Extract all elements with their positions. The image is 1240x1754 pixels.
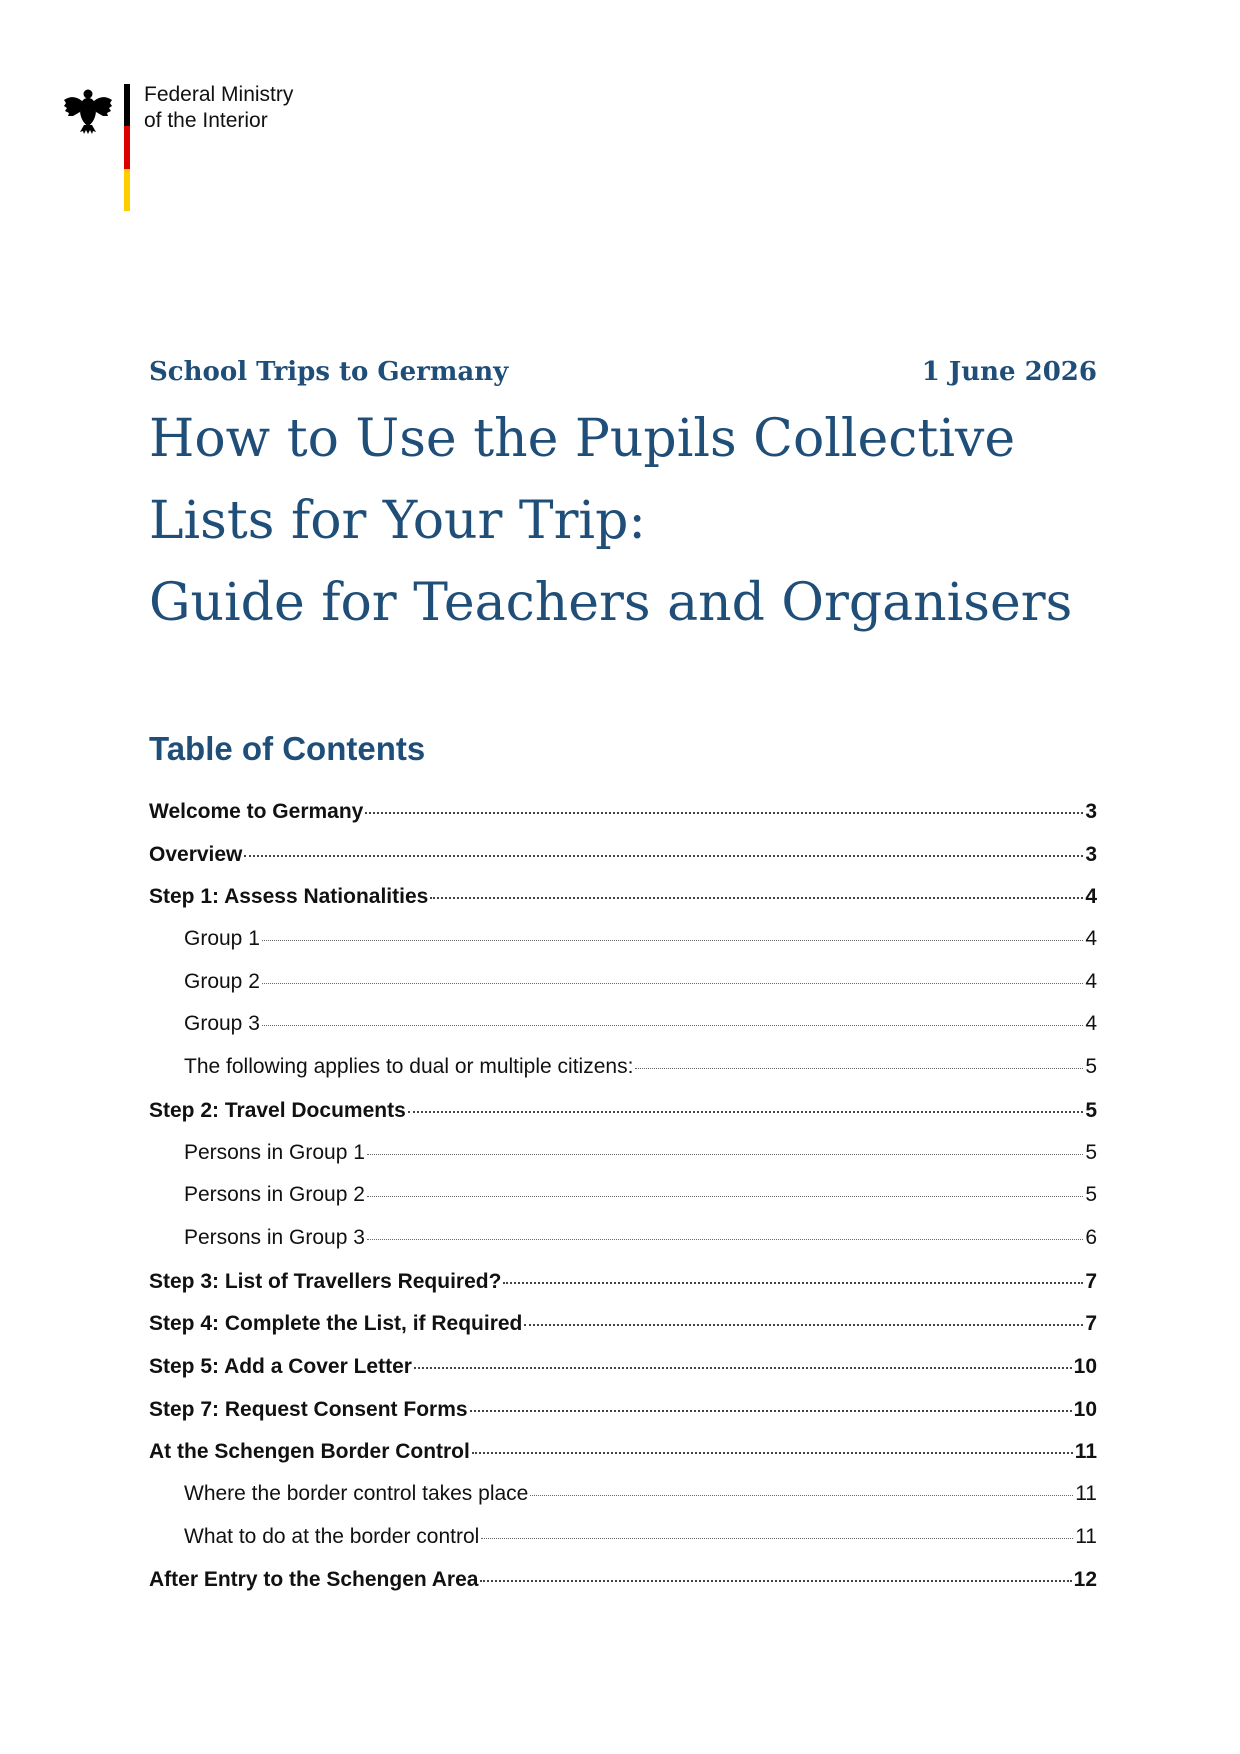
toc-entry[interactable] [149,966,1097,1009]
toc-entry-page: 5 [1085,1055,1097,1079]
toc-leader-dots [262,919,1083,941]
series-title: School Trips to Germany [149,357,509,387]
toc-entry[interactable] [149,880,1097,923]
toc-entry-page: 3 [1085,842,1097,866]
document-date: 1 June 2026 [921,357,1097,387]
toc-leader-dots [472,1431,1073,1454]
toc-entry-page: 5 [1085,1183,1097,1207]
title-line-3: Guide for Teachers and Organisers [149,573,1073,633]
ministry-name [144,82,293,134]
toc-leader-dots [524,1303,1083,1326]
toc-entry[interactable] [149,838,1097,881]
toc-entry-page: 11 [1074,1440,1097,1464]
toc-entry[interactable] [149,1051,1097,1094]
toc-entry[interactable] [149,923,1097,966]
title-line-2: Lists for Your Trip: [149,491,646,551]
toc-entry[interactable] [149,1179,1097,1222]
toc-entry-label: What to do at the border control [184,1524,480,1548]
toc-entry-label: Persons in Group 1 [184,1140,365,1164]
toc-leader-dots [365,791,1083,814]
toc-entry-page: 5 [1085,1098,1097,1122]
document-header [149,357,1097,387]
toc-entry[interactable] [149,1137,1097,1180]
toc-entry-page: 6 [1085,1225,1097,1249]
toc-entry-label: Persons in Group 2 [184,1183,365,1207]
toc-entry[interactable] [149,1393,1097,1436]
toc-entry-page: 5 [1085,1140,1097,1164]
toc-leader-dots [262,962,1083,984]
toc-entry-label: The following applies to dual or multiple citizens: [184,1055,634,1079]
toc-entry-page: 11 [1075,1482,1097,1505]
toc-entry-page: 12 [1073,1568,1097,1592]
german-flag-bar [124,84,130,211]
toc-entry[interactable] [149,1478,1097,1521]
toc-entry[interactable] [149,1307,1097,1350]
toc-leader-dots [367,1218,1083,1240]
toc-entry-page: 7 [1085,1312,1097,1336]
toc-entry-label: Group 3 [184,1012,260,1036]
toc-entry-label: Welcome to Germany [149,800,364,823]
table-of-contents [149,795,1097,1606]
toc-leader-dots [481,1517,1073,1539]
toc-leader-dots [367,1175,1083,1197]
toc-entry-label: Step 4: Complete the List, if Required [149,1312,523,1336]
toc-entry[interactable] [149,1563,1097,1606]
toc-leader-dots [367,1133,1083,1155]
toc-entry-label: At the Schengen Border Control [149,1440,470,1464]
toc-entry-label: After Entry to the Schengen Area [149,1568,479,1592]
toc-leader-dots [430,876,1083,899]
ministry-line-2: of the Interior [144,109,268,132]
toc-leader-dots [414,1346,1072,1369]
toc-entry-page: 10 [1073,1354,1097,1378]
flag-stripe-red [124,126,130,168]
toc-entry[interactable] [149,1435,1097,1478]
toc-entry[interactable] [149,1350,1097,1393]
toc-entry-label: Step 2: Travel Documents [149,1098,406,1122]
toc-entry[interactable] [149,1222,1097,1265]
toc-entry-page: 7 [1085,1269,1097,1293]
toc-entry-page: 4 [1085,1012,1097,1036]
toc-entry-page: 4 [1085,969,1097,993]
toc-entry-page: 10 [1073,1397,1097,1421]
toc-entry[interactable] [149,1521,1097,1564]
toc-leader-dots [262,1004,1083,1026]
eagle-emblem-icon [62,84,114,136]
flag-stripe-black [124,84,130,126]
toc-heading: Table of Contents [149,730,426,767]
toc-entry-label: Where the border control takes place [184,1482,529,1505]
toc-entry-page: 11 [1075,1524,1097,1548]
toc-leader-dots [635,1047,1083,1069]
toc-leader-dots [530,1474,1073,1496]
toc-leader-dots [408,1090,1084,1113]
toc-entry-page: 4 [1085,927,1097,951]
toc-entry[interactable] [149,1008,1097,1051]
toc-leader-dots [244,834,1083,857]
toc-entry[interactable] [149,1094,1097,1137]
toc-leader-dots [470,1389,1072,1412]
title-line-1: How to Use the Pupils Collective [149,409,1016,469]
ministry-line-1: Federal Ministry [144,83,294,106]
toc-entry-label: Group 2 [184,969,260,993]
toc-leader-dots [503,1261,1083,1284]
toc-entry-label: Step 1: Assess Nationalities [149,885,429,909]
toc-leader-dots [480,1559,1071,1582]
toc-entry-page: 4 [1085,885,1097,909]
toc-entry-label: Overview [149,842,243,866]
toc-entry-label: Persons in Group 3 [184,1225,365,1249]
toc-entry-label: Step 3: List of Travellers Required? [149,1269,502,1293]
toc-entry[interactable] [149,795,1097,838]
toc-entry-label: Group 1 [184,927,260,951]
flag-stripe-gold [124,169,130,211]
toc-entry-label: Step 7: Request Consent Forms [149,1397,468,1421]
document-title [149,398,1109,644]
toc-entry-label: Step 5: Add a Cover Letter [149,1354,412,1378]
toc-entry[interactable] [149,1265,1097,1308]
toc-entry-page: 3 [1085,800,1097,823]
